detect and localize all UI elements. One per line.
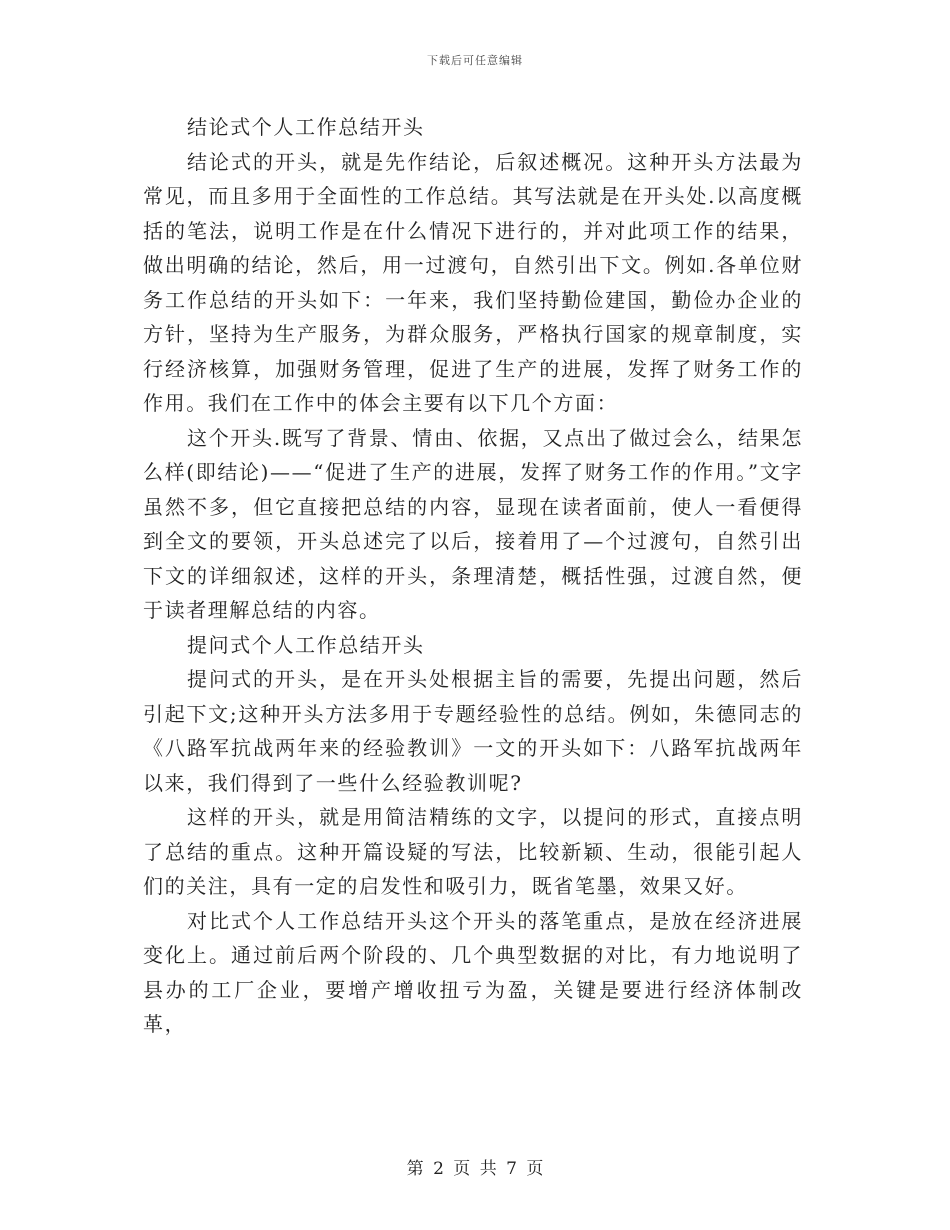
paragraph-contrast: 对比式个人工作总结开头这个开头的落笔重点，是放在经济进展变化上。通过前后两个阶段的、几个典型数据的对比，有力地说明了县办的工厂企业，要增产增收扭亏为盈，关键是要进行经济体制改革，: [143, 908, 803, 1036]
paragraph-conclusion-analysis: 这个开头.既写了背景、情由、依据，又点出了做过会么，结果怎么样(即结论)——“促进了生产的进展，发挥了财务工作的作用。”文字虽然不多，但它直接把总结的内容，显现在读者面前，使人一看便得到全文的要领，开头总述完了以后，接着用了—个过渡句，自然引出下文的详细叙述，这样的开头，条理清楚，概括性强，过渡自然，便于读者理解总结的内容。: [143, 425, 803, 622]
document-body: [143, 110, 803, 1042]
paragraph-question-analysis: 这样的开头，就是用简洁精练的文字，以提问的形式，直接点明了总结的重点。这种开篇设疑的写法，比较新颖、生动，很能引起人们的关注，具有一定的启发性和吸引力，既省笔墨，效果又好。: [143, 805, 803, 898]
paragraph-question-intro: 提问式的开头，是在开头处根据主旨的需要，先提出问题，然后引起下文;这种开头方法多用于专题经验性的总结。例如，朱德同志的《八路军抗战两年来的经验教训》一文的开头如下：八路军抗战两年以来，我们得到了一些什么经验教训呢?: [143, 667, 803, 795]
section-heading-question: 提问式个人工作总结开头: [187, 632, 425, 657]
page-header-note: 下载后可任意编辑: [427, 54, 523, 67]
page-number: 第 2 页 共 7 页: [406, 1159, 544, 1179]
section-heading-conclusion: 结论式个人工作总结开头: [187, 115, 425, 139]
paragraph-conclusion-intro: 结论式的开头，就是先作结论，后叙述概况。这种开头方法最为常见，而且多用于全面性的工作总结。其写法就是在开头处.以高度概括的笔法，说明工作是在什么情况下进行的，并对此项工作的结果，做出明确的结论，然后，用一过渡句，自然引出下文。例如.各单位财务工作总结的开头如下：一年来，我们坚持勤俭建国，勤俭办企业的方针，坚持为生产服务，为群众服务，严格执行国家的规章制度，实行经济核算，加强财务管理，促进了生产的进展，发挥了财务工作的作用。我们在工作中的体会主要有以下几个方面：: [143, 149, 803, 415]
